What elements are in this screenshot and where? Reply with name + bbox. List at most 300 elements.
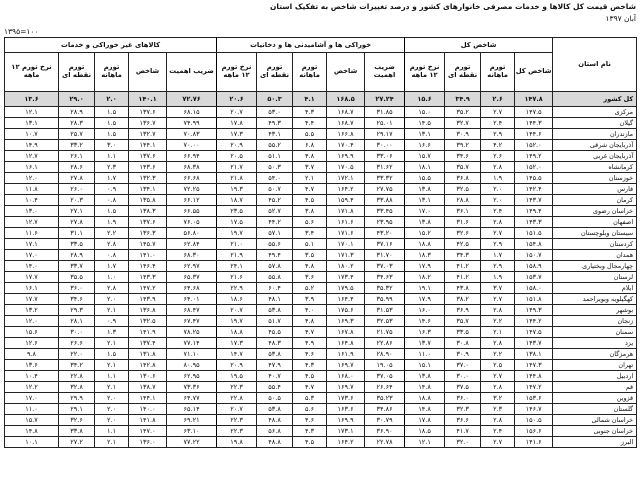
total-monthly-cell: ۳.۷ [481,283,515,294]
nonfood-monthly-cell: ۲.۰ [95,404,129,415]
total-annual-cell: ۱۳.۱ [405,129,445,140]
food-annual-cell: ۲۲.۳ [217,382,257,393]
total-pointtopoint-cell: ۳۲.۶ [445,228,481,239]
nonfood-index-cell: ۱۴۰.۱ [129,92,167,107]
food-weight-cell: ۲۷.۲۴ [365,92,405,107]
total-annual-cell: ۱۷.۹ [405,294,445,305]
nonfood-index-cell: ۱۴۱.۸ [129,415,167,426]
nonfood-weight-cell: ۶۲.۹۵ [167,371,217,382]
food-monthly-cell: ۴.۸ [293,316,327,327]
food-pointtopoint-cell: ۵۰.۳ [257,162,293,173]
nonfood-pointtopoint-cell: ۲۶.۰ [59,184,95,195]
province-row [5,129,637,140]
province-name: مرکزی [553,107,637,118]
total-monthly-cell: ۲.۹ [481,261,515,272]
total-annual-cell: ۱۸.۸ [405,393,445,404]
province-name: لرستان [553,272,637,283]
total-annual-cell: ۱۸.۳ [405,250,445,261]
col-header-monthly: تورم ماهانه [481,53,515,92]
food-index-cell: ۱۷۱.۶ [327,228,365,239]
total-pointtopoint-cell: ۳۶.۹ [445,305,481,316]
province-name: همدان [553,250,637,261]
food-monthly-cell: ۴.۷ [293,382,327,393]
nonfood-pointtopoint-cell: ۲۲.۰ [59,349,95,360]
total-annual-cell: ۱۹.۱ [405,283,445,294]
food-monthly-cell: ۳.۷ [293,162,327,173]
food-index-cell: ۱۶۸.۰ [327,371,365,382]
nonfood-pointtopoint-cell: ۲۸.۶ [59,162,95,173]
province-name: قزوین [553,393,637,404]
food-monthly-cell: ۴.۸ [293,261,327,272]
food-pointtopoint-cell: ۵۶.۸ [257,426,293,437]
food-annual-cell: ۲۰.۹ [217,360,257,371]
food-index-cell: ۱۶۹.۹ [327,415,365,426]
province-header: نام استان [553,38,637,92]
nonfood-pointtopoint-cell: ۲۹.۱ [59,404,95,415]
province-name: خراسان شمالی [553,415,637,426]
nonfood-weight-cell: ۶۸.۴۷ [167,305,217,316]
total-index-cell: ۱۴۳.۳ [515,217,553,228]
food-annual-cell: ۲۱.۶ [217,272,257,283]
total-pointtopoint-cell: ۲۸.۸ [445,195,481,206]
nonfood-weight-cell: ۷۰.۸۳ [167,129,217,140]
food-pointtopoint-cell: ۵۳.۰ [257,107,293,118]
nonfood-monthly-cell: ۱.۷ [95,173,129,184]
total-pointtopoint-cell: ۴۱.۲ [445,272,481,283]
nonfood-index-cell: ۱۳۷.۶ [129,151,167,162]
province-name: خراسان رضوی [553,206,637,217]
province-name: تهران [553,360,637,371]
total-pointtopoint-cell: ۳۷.۵ [445,382,481,393]
food-annual-cell: ۲۰.۹ [217,140,257,151]
food-index-cell: ۱۶۶.۸ [327,129,365,140]
food-pointtopoint-cell: ۴۹.۳ [257,118,293,129]
nonfood-monthly-cell: ۱.۱ [95,371,129,382]
food-weight-cell: ۲۲.۸۶ [365,338,405,349]
food-index-cell: ۱۶۸.۷ [327,107,365,118]
nonfood-monthly-cell: ۱.۷ [95,261,129,272]
province-name: آذربایجان غربی [553,151,637,162]
total-monthly-cell: ۲.۶ [481,92,515,107]
nonfood-weight-cell: ۶۴.۰۱ [167,294,217,305]
total-pointtopoint-cell: ۴۳.۸ [445,283,481,294]
food-annual-cell: ۲۱.۷ [217,162,257,173]
nonfood-pointtopoint-cell: ۳۶.۰ [59,283,95,294]
nonfood-monthly-cell: ۳.۰ [95,140,129,151]
nonfood-index-cell: ۱۴۲.۸ [129,360,167,371]
total-pointtopoint-cell: ۳۱.۶ [445,217,481,228]
food-index-cell: ۱۷۳.۶ [327,393,365,404]
food-monthly-cell: ۲.۱ [293,173,327,184]
nonfood-index-cell: ۱۴۷.۰ [129,426,167,437]
food-annual-cell: ۱۸.۷ [217,195,257,206]
food-annual-cell: ۲۲.۸ [217,393,257,404]
food-monthly-cell: ۵.۳ [293,393,327,404]
province-row [5,151,637,162]
nonfood-index-cell: ۱۴۳.۳ [129,272,167,283]
food-annual-cell: ۲۰.۷ [217,404,257,415]
nonfood-annual-cell: ۱۰.۷ [5,129,59,140]
nonfood-pointtopoint-cell: ۲۶.۶ [59,338,95,349]
nonfood-annual-cell: ۱۳.۰ [5,206,59,217]
food-annual-cell: ۱۷.۳ [217,338,257,349]
total-index-cell: ۱۴۴.۶ [515,129,553,140]
food-pointtopoint-cell: ۶۰.۴ [257,283,293,294]
province-row [5,327,637,338]
total-annual-cell: ۱۸.۲ [405,272,445,283]
nonfood-pointtopoint-cell: ۲۷.۸ [59,173,95,184]
province-name: سمنان [553,327,637,338]
nonfood-pointtopoint-cell: ۲۵.۷ [59,129,95,140]
nonfood-weight-cell: ۶۸.۱۵ [167,107,217,118]
food-pointtopoint-cell: ۴۸.۸ [257,437,293,448]
food-pointtopoint-cell: ۴۴.۲ [257,217,293,228]
nonfood-monthly-cell: ۲.۱ [95,338,129,349]
food-pointtopoint-cell: ۴۷.۹ [257,360,293,371]
food-monthly-cell: ۴.۳ [293,107,327,118]
food-weight-cell: ۳۰.۷۹ [365,415,405,426]
total-pointtopoint-cell: ۳۵.۷ [445,316,481,327]
food-annual-cell: ۲۰.۶ [217,92,257,107]
col-header-weight: ضریب اهمیت [167,53,217,92]
food-annual-cell: ۲۱.۹ [217,250,257,261]
total-monthly-cell: ۲.۱ [481,327,515,338]
food-monthly-cell: ۴.۶ [293,415,327,426]
food-pointtopoint-cell: ۴۹.۴ [257,250,293,261]
food-monthly-cell: ۴.۵ [293,437,327,448]
total-index-cell: ۱۵۱.۸ [515,294,553,305]
nonfood-index-cell: ۱۳۷.۴ [129,338,167,349]
nonfood-weight-cell: ۷۷.۱۴ [167,338,217,349]
total-pointtopoint-cell: ۳۶.۱ [445,206,481,217]
province-row [5,283,637,294]
total-monthly-cell: ۲.۷ [481,294,515,305]
nonfood-annual-cell: ۱۵.۷ [5,415,59,426]
food-index-cell: ۱۶۴.۲ [327,437,365,448]
province-name: سیستان وبلوچستان [553,228,637,239]
nonfood-annual-cell: ۱۰.۴ [5,371,59,382]
food-index-cell: ۱۶۱.۶ [327,217,365,228]
nonfood-weight-cell: ۶۹.۲۱ [167,415,217,426]
total-monthly-cell: ۲.۲ [481,349,515,360]
total-index-cell: ۱۴۵.۵ [515,173,553,184]
total-pointtopoint-cell: ۳۷.۰ [445,360,481,371]
nonfood-weight-cell: ۸۰.۹۵ [167,360,217,371]
food-monthly-cell: ۳.۸ [293,206,327,217]
total-annual-cell: ۱۷.۹ [405,261,445,272]
total-annual-cell: ۱۲.۱ [405,437,445,448]
nonfood-monthly-cell: ۲.۱ [95,382,129,393]
nonfood-annual-cell: ۱۴.۹ [5,140,59,151]
food-index-cell: ۱۷۰.۴ [327,140,365,151]
total-pointtopoint-cell: ۳۴.۶ [445,151,481,162]
total-pointtopoint-cell: ۳۲.۷ [445,118,481,129]
document-subtitle: آبان ۱۳۹۷ [605,14,636,23]
col-header-pointtopoint: تورم نقطه ای [257,53,293,92]
food-pointtopoint-cell: ۴۵.۲ [257,195,293,206]
food-weight-cell: ۳۵.۹۹ [365,294,405,305]
nonfood-monthly-cell: ۲.۱ [95,305,129,316]
province-row [5,184,637,195]
food-monthly-cell: ۳.۵ [293,250,327,261]
province-name: قم [553,382,637,393]
nonfood-annual-cell: ۱۳.۲ [5,305,59,316]
nonfood-pointtopoint-cell: ۳۳.۷ [59,261,95,272]
province-row [5,272,637,283]
food-pointtopoint-cell: ۵۷.۱ [257,228,293,239]
nonfood-weight-cell: ۷۶.۰۵ [167,217,217,228]
food-index-cell: ۱۶۹.۷ [327,382,365,393]
province-name: گلستان [553,404,637,415]
total-index-cell: ۱۴۹.۴ [515,206,553,217]
total-annual-cell: ۱۵.۱ [405,360,445,371]
total-annual-cell: ۱۸.۸ [405,239,445,250]
province-row [5,173,637,184]
total-index-cell: ۱۴۶.۷ [515,404,553,415]
nonfood-index-cell: ۱۳۵.۸ [129,195,167,206]
total-index-cell: ۱۵۸.۰ [515,283,553,294]
food-weight-cell: ۱۹.۰۵ [365,360,405,371]
nonfood-pointtopoint-cell: ۲۷.۱ [59,206,95,217]
total-monthly-cell: ۲.۸ [481,382,515,393]
food-weight-cell: ۳۷.۱۶ [365,239,405,250]
nonfood-monthly-cell: ۲.۸ [95,283,129,294]
food-pointtopoint-cell: ۵۴.۰ [257,173,293,184]
food-monthly-cell: ۴.۱ [293,92,327,107]
total-index-cell: ۱۴۴.۳ [515,118,553,129]
nonfood-index-cell: ۱۳۶.۷ [129,118,167,129]
food-pointtopoint-cell: ۴۰.۷ [257,371,293,382]
nonfood-pointtopoint-cell: ۲۲.۸ [59,371,95,382]
food-weight-cell: ۳۷.۰۳ [365,261,405,272]
total-annual-cell: ۱۳.۸ [405,184,445,195]
nonfood-weight-cell: ۶۴.۷۷ [167,393,217,404]
total-annual-cell: ۱۳.۷ [405,338,445,349]
total-annual-cell: ۱۵.۷ [405,151,445,162]
group-header-nonfood: کالاهای غیر خوراکی و خدمات [5,38,217,53]
total-monthly-cell: ۲.۸ [481,305,515,316]
province-name: کردستان [553,239,637,250]
food-weight-cell: ۲۲.۷۸ [365,437,405,448]
food-annual-cell: ۱۷.۸ [217,118,257,129]
nonfood-index-cell: ۱۴۴.۱ [129,393,167,404]
province-name: گیلان [553,118,637,129]
province-row [5,294,637,305]
food-annual-cell: ۲۴.۱ [217,261,257,272]
province-name: زنجان [553,316,637,327]
total-index-cell: ۱۴۷.۵ [515,107,553,118]
total-annual-cell: ۱۸.۱ [405,162,445,173]
total-monthly-cell: ۲.۴ [481,206,515,217]
food-annual-cell: ۱۴.۷ [217,349,257,360]
nonfood-annual-cell: ۱۷.۱ [5,239,59,250]
total-monthly-cell: ۲.۷ [481,437,515,448]
food-index-cell: ۱۷۰.۵ [327,162,365,173]
nonfood-pointtopoint-cell: ۳۴.۶ [59,294,95,305]
nonfood-index-cell: ۱۴۵.۷ [129,239,167,250]
total-annual-cell: ۱۳.۸ [405,371,445,382]
total-monthly-cell: ۲.۸ [481,162,515,173]
nonfood-pointtopoint-cell: ۲۸.۳ [59,118,95,129]
province-row [5,228,637,239]
total-monthly-cell: ۳.۲ [481,393,515,404]
nonfood-annual-cell: ۱۳.۶ [5,92,59,107]
nonfood-weight-cell: ۶۷.۴۷ [167,316,217,327]
food-index-cell: ۱۶۳.۶ [327,404,365,415]
food-pointtopoint-cell: ۵۵.۸ [257,272,293,283]
total-annual-cell: ۱۴.۸ [405,404,445,415]
province-name: هرمزگان [553,349,637,360]
food-monthly-cell: ۴.۹ [293,338,327,349]
food-weight-cell: ۳۱.۷۰ [365,250,405,261]
food-annual-cell: ۱۹.۳ [217,184,257,195]
total-index-cell: ۱۴۷.۲ [515,382,553,393]
total-pointtopoint-cell: ۳۶.۰ [445,393,481,404]
food-monthly-cell: ۳.۹ [293,294,327,305]
food-weight-cell: ۳۰.۰۰ [365,140,405,151]
col-header-index: شاخص [327,53,365,92]
total-pointtopoint-cell: ۳۶.۶ [445,415,481,426]
food-monthly-cell: ۴.۳ [293,360,327,371]
nonfood-monthly-cell: ۲.۱ [95,360,129,371]
food-weight-cell: ۳۶.۹۰ [365,426,405,437]
nonfood-monthly-cell: ۲.۰ [95,294,129,305]
food-index-cell: ۱۶۹.۷ [327,360,365,371]
total-index-cell: ۱۵۲.۰ [515,140,553,151]
total-pointtopoint-cell: ۳۹.۲ [445,140,481,151]
nonfood-index-cell: ۱۳۴.۱ [129,184,167,195]
col-header-annual: نرخ تورم ۱۲ ماهه [217,53,257,92]
province-name: اردبیل [553,371,637,382]
nonfood-index-cell: ۱۴۰.۰ [129,404,167,415]
province-name: آذربایجان شرقی [553,140,637,151]
nonfood-index-cell: ۱۳۱.۸ [129,349,167,360]
total-pointtopoint-cell: ۳۰.۰ [445,371,481,382]
total-index-cell: ۱۴۳.۷ [515,195,553,206]
food-weight-cell: ۳۴.۸۶ [365,404,405,415]
food-index-cell: ۱۷۱.۳ [327,250,365,261]
total-monthly-cell: ۲.۶ [481,151,515,162]
nonfood-index-cell: ۱۴۳.۶ [129,162,167,173]
province-row [5,250,637,261]
nonfood-pointtopoint-cell: ۳۰.۰ [59,327,95,338]
food-weight-cell: ۳۳.۳۲ [365,173,405,184]
total-monthly-cell: ۲.۵ [481,360,515,371]
total-monthly-cell: ۲.۰ [481,184,515,195]
food-pointtopoint-cell: ۴۵.۵ [257,327,293,338]
col-header-annual: نرخ تورم ۱۲ ماهه [5,53,59,92]
total-pointtopoint-cell: ۳۲.۰ [445,437,481,448]
province-name: چهارمحال وبختیاری [553,261,637,272]
nonfood-pointtopoint-cell: ۳۲.۶ [59,415,95,426]
food-monthly-cell: ۴.۳ [293,426,327,437]
total-index-cell: ۱۵۲.۰ [515,162,553,173]
nonfood-monthly-cell: ۰.۸ [95,195,129,206]
food-monthly-cell: ۴.۵ [293,195,327,206]
nonfood-weight-cell: ۷۱.۱۰ [167,349,217,360]
province-row [5,140,637,151]
total-monthly-cell: ۱.۹ [481,272,515,283]
nonfood-index-cell: ۱۴۱.۰ [129,250,167,261]
province-row [5,426,637,437]
province-name: خراسان جنوبی [553,426,637,437]
nonfood-monthly-cell: ۰.۸ [95,250,129,261]
food-monthly-cell: ۴.۷ [293,184,327,195]
food-pointtopoint-cell: ۵۲.۷ [257,206,293,217]
province-row [5,382,637,393]
food-pointtopoint-cell: ۵۷.۸ [257,261,293,272]
total-monthly-cell: ۲.۲ [481,316,515,327]
nonfood-pointtopoint-cell: ۳۴.۲ [59,360,95,371]
nonfood-pointtopoint-cell: ۳۳.۲ [59,140,95,151]
total-index-cell: ۱۵۸.۹ [515,261,553,272]
nonfood-pointtopoint-cell: ۲۹.۰ [59,92,95,107]
province-row [5,305,637,316]
nonfood-annual-cell: ۱۱.۸ [5,184,59,195]
food-pointtopoint-cell: ۵۱.۷ [257,316,293,327]
food-monthly-cell: ۵.۶ [293,217,327,228]
total-monthly-cell: ۲.۳ [481,404,515,415]
food-monthly-cell: ۳.۶ [293,272,327,283]
food-index-cell: ۱۶۱.۹ [327,349,365,360]
food-annual-cell: ۲۰.۵ [217,151,257,162]
nonfood-monthly-cell: ۲.۱ [95,437,129,448]
total-pointtopoint-cell: ۴۲.۵ [445,239,481,250]
food-weight-cell: ۳۱.۵۳ [365,305,405,316]
province-row [5,360,637,371]
province-name: کرمانشاه [553,162,637,173]
nonfood-annual-cell: ۱۳.۶ [5,360,59,371]
food-index-cell: ۱۶۹.۳ [327,316,365,327]
nonfood-annual-cell: ۱۷.۷ [5,294,59,305]
food-weight-cell: ۲۸.۹۰ [365,349,405,360]
total-annual-cell: ۱۵.۲ [405,228,445,239]
province-row [5,371,637,382]
food-weight-cell: ۳۳.۴۵ [365,206,405,217]
food-monthly-cell: ۴.۸ [293,151,327,162]
nonfood-annual-cell: ۱۶.۱ [5,162,59,173]
base-year-note: ۱۳۹۵=۱۰۰ [4,27,39,36]
total-pointtopoint-cell: ۳۰.۹ [445,349,481,360]
total-index-cell: ۱۴۴.۸ [515,371,553,382]
food-index-cell: ۱۶۴.۴ [327,294,365,305]
total-index-cell: ۱۵۳.۶ [515,393,553,404]
total-index-cell: ۱۴۹.۲ [515,151,553,162]
province-row [5,261,637,272]
nonfood-annual-cell: ۱۲.۲ [5,382,59,393]
nonfood-pointtopoint-cell: ۲۸.۹ [59,250,95,261]
nonfood-pointtopoint-cell: ۳۳.۸ [59,426,95,437]
food-weight-cell: ۲۵.۰۱ [365,118,405,129]
food-pointtopoint-cell: ۵۵.۶ [257,239,293,250]
nonfood-annual-cell: ۱۷.۰ [5,250,59,261]
food-monthly-cell: ۵.۶ [293,404,327,415]
nonfood-annual-cell: ۱۴.۸ [5,426,59,437]
nonfood-annual-cell: ۱۲.۰ [5,173,59,184]
food-pointtopoint-cell: ۵۳.۸ [257,305,293,316]
total-pointtopoint-cell: ۳۴.۹ [445,92,481,107]
nonfood-monthly-cell: ۰.۹ [95,316,129,327]
total-monthly-cell: ۲.۴ [481,118,515,129]
nonfood-annual-cell: ۱۲.۶ [5,338,59,349]
nonfood-pointtopoint-cell: ۲۶.۱ [59,151,95,162]
nonfood-index-cell: ۱۳۷.۶ [129,217,167,228]
total-monthly-cell: ۲.۹ [481,239,515,250]
food-pointtopoint-cell: ۵۰.۵ [257,393,293,404]
food-annual-cell: ۱۹.۷ [217,316,257,327]
food-monthly-cell: ۴.۷ [293,327,327,338]
nonfood-weight-cell: ۷۴.۹۹ [167,118,217,129]
